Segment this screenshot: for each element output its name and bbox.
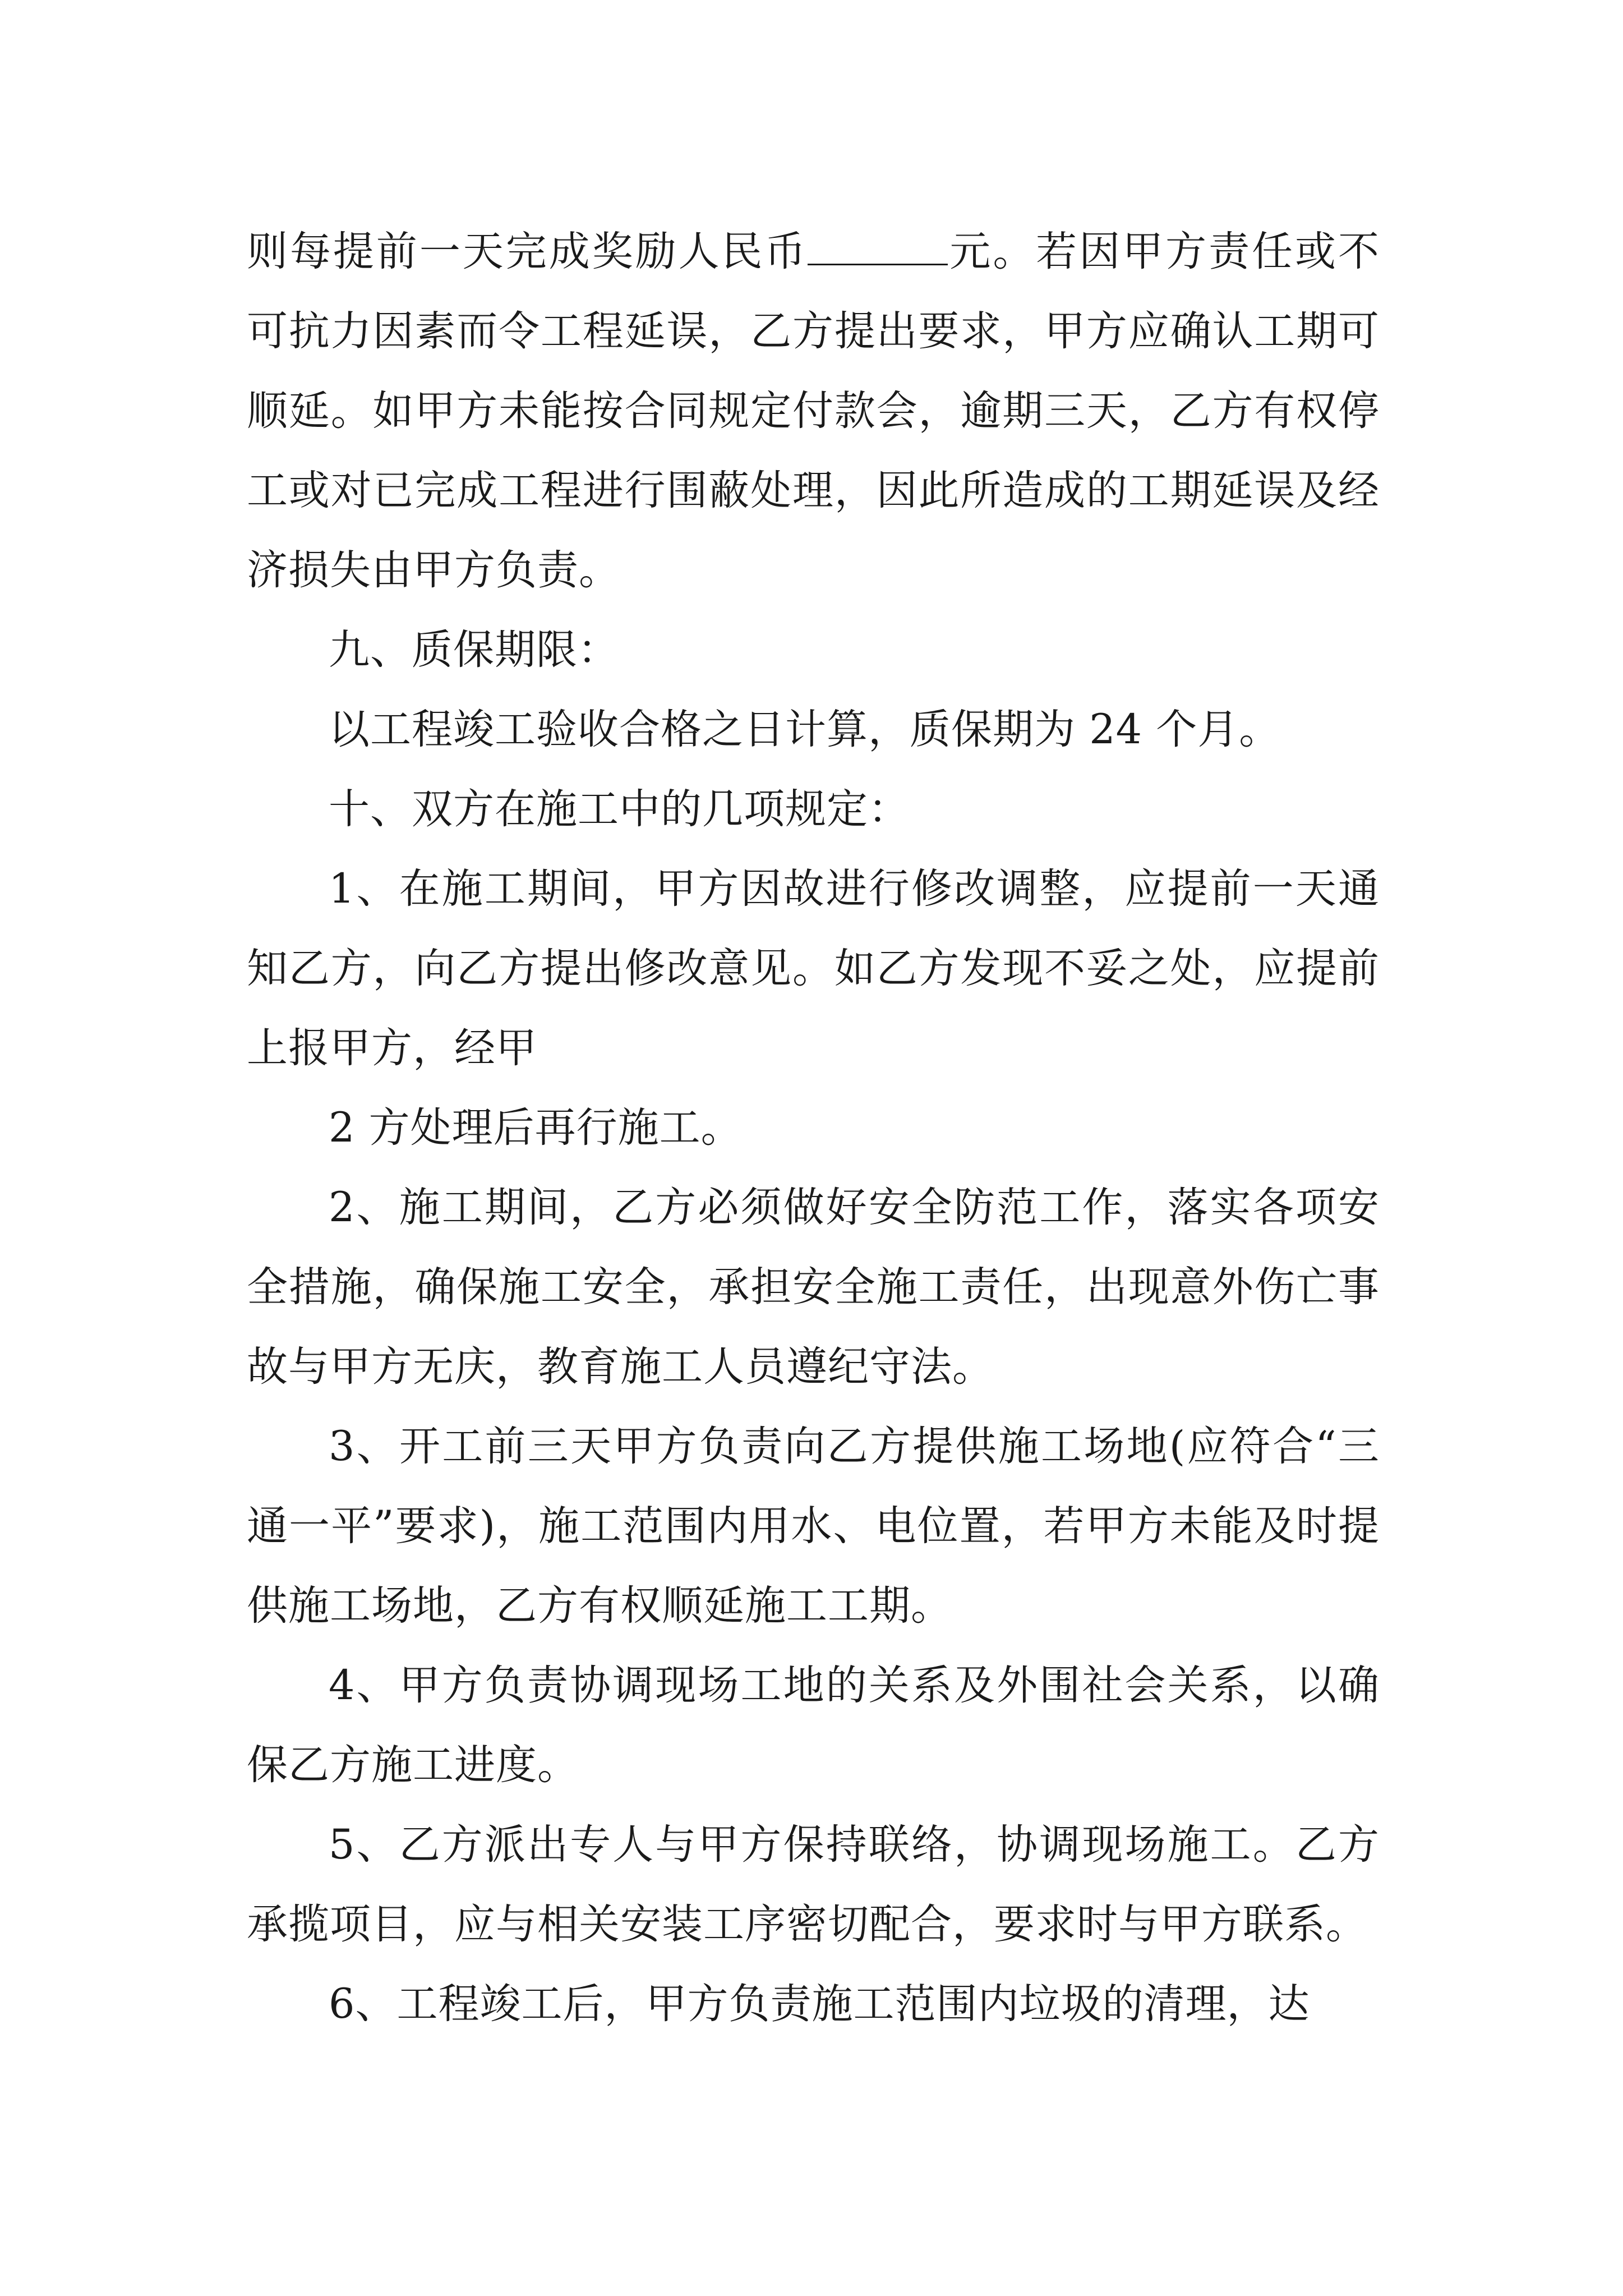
section-heading-regulations: 十、双方在施工中的几项规定： — [329, 785, 910, 833]
contract-text-body — [247, 212, 1380, 2044]
paragraph-warranty-period: 以工程竣工验收合格之日计算，质保期为 24 个月。 — [329, 706, 1281, 753]
clause-3-site: 3、开工前三天甲方负责向乙方提供施工场地(应符合“三通一平”要求)，施工范围内用水、电位置，若甲方未能及时提供施工场地，乙方有权顺延施工工期。 — [247, 1423, 1380, 1630]
blank-amount-field — [808, 230, 948, 265]
clause-5-liaison: 5、乙方派出专人与甲方保持联络，协调现场施工。乙方承揽项目，应与相关安装工序密切配合，要求时与甲方联系。 — [247, 1821, 1380, 1948]
paragraph-text: 元。若因甲方责任或不可抗力因素而令工程延误，乙方提出要求，甲方应确认工期可顺延。如甲方未能按合同规定付款会，逾期三天，乙方有权停工或对已完成工程进行围蔽处理，因此所造成的工期延误及经济损失由甲方负责。 — [247, 228, 1380, 594]
clause-6-cleanup: 6、工程竣工后，甲方负责施工范围内垃圾的清理，达 — [329, 1980, 1310, 2028]
section-heading-warranty: 九、质保期限： — [329, 626, 619, 674]
clause-4-coordination: 4、甲方负责协调现场工地的关系及外围社会关系，以确保乙方施工进度。 — [247, 1662, 1380, 1789]
paragraph-reward-delay — [247, 212, 1380, 610]
paragraph-text: 则每提前一天完成奖励人民币 — [247, 228, 808, 275]
clause-2-safety: 2、施工期间，乙方必须做好安全防范工作，落实各项安全措施，确保施工安全，承担安全施工责任，出现意外伤亡事故与甲方无庆，教育施工人员遵纪守法。 — [247, 1184, 1380, 1391]
clause-1-continuation: 2 方处理后再行施工。 — [329, 1104, 743, 1152]
clause-1-modifications: 1、在施工期间，甲方因故进行修改调整，应提前一天通知乙方，向乙方提出修改意见。如乙方发现不妥之处，应提前上报甲方，经甲 — [247, 865, 1380, 1072]
